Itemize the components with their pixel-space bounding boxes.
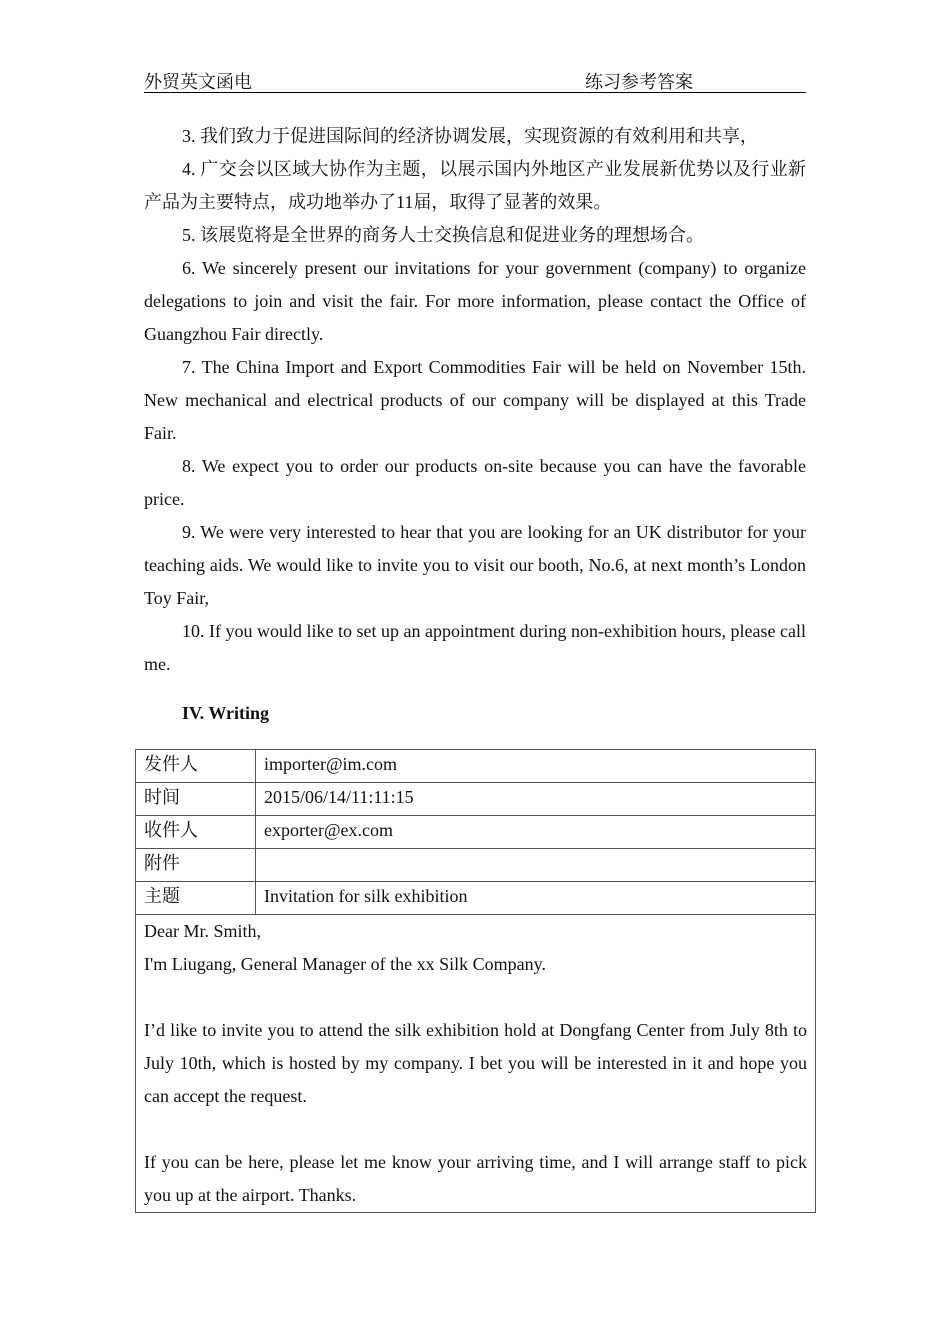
subject-value: Invitation for silk exhibition <box>256 882 816 915</box>
email-row-to <box>136 816 816 849</box>
answer-item: 10. If you would like to set up an appointment during non-exhibition hours, please call me. <box>144 621 806 674</box>
header-left-title: 外贸英文函电 <box>144 72 252 92</box>
email-row-subject <box>136 882 816 915</box>
time-label: 时间 <box>136 783 256 816</box>
from-label: 发件人 <box>136 750 256 783</box>
email-row-body <box>136 915 816 1213</box>
header-right-title: 练习参考答案 <box>585 72 693 92</box>
answer-item: 7. The China Import and Export Commodities Fair will be held on November 15th. New mechanical and electrical products of our company will be displayed at this Trade Fair. <box>144 357 806 443</box>
answer-item: 5. 该展览将是全世界的商务人士交换信息和促进业务的理想场合。 <box>182 225 704 245</box>
section-title: IV. Writing <box>182 703 270 723</box>
answer-list <box>144 120 806 681</box>
blank-line <box>144 981 807 1014</box>
email-row-attachment <box>136 849 816 882</box>
answer-item: 9. We were very interested to hear that you are looking for an UK distributor for your teaching aids. We would like to invite you to visit our booth, No.6, at next month’s London Toy Fair, <box>144 522 806 608</box>
answer-item: 4. 广交会以区域大协作为主题，以展示国内外地区产业发展新优势以及行业新产品为主要特点，成功地举办了11届，取得了显著的效果。 <box>144 159 806 212</box>
attachment-value <box>256 849 816 882</box>
email-paragraph: I’d like to invite you to attend the silk exhibition hold at Dongfang Center from July 8th to July 10th, which is hosted by my company. I bet you will be interested in it and hope you can accept the request. <box>144 1020 807 1106</box>
email-row-time <box>136 783 816 816</box>
to-value: exporter@ex.com <box>256 816 816 849</box>
email-paragraph: If you can be here, please let me know your arriving time, and I will arrange staff to pick you up at the airport. Thanks. <box>144 1152 807 1205</box>
email-table <box>135 749 816 1213</box>
email-intro: I'm Liugang, General Manager of the xx Silk Company. <box>144 954 546 974</box>
time-value: 2015/06/14/11:11:15 <box>256 783 816 816</box>
answer-item: 6. We sincerely present our invitations for your government (company) to organize delegations to join and visit the fair. For more information, please contact the Office of Guangzhou Fair directly. <box>144 258 806 344</box>
email-body <box>136 915 816 1213</box>
from-value: importer@im.com <box>256 750 816 783</box>
blank-line <box>144 1113 807 1146</box>
answer-item: 8. We expect you to order our products on-site because you can have the favorable price. <box>144 456 806 509</box>
answer-item: 3. 我们致力于促进国际间的经济协调发展，实现资源的有效利用和共享， <box>182 126 758 146</box>
to-label: 收件人 <box>136 816 256 849</box>
page-header <box>144 66 806 93</box>
email-row-from <box>136 750 816 783</box>
attachment-label: 附件 <box>136 849 256 882</box>
subject-label: 主题 <box>136 882 256 915</box>
email-greeting: Dear Mr. Smith, <box>144 921 261 941</box>
